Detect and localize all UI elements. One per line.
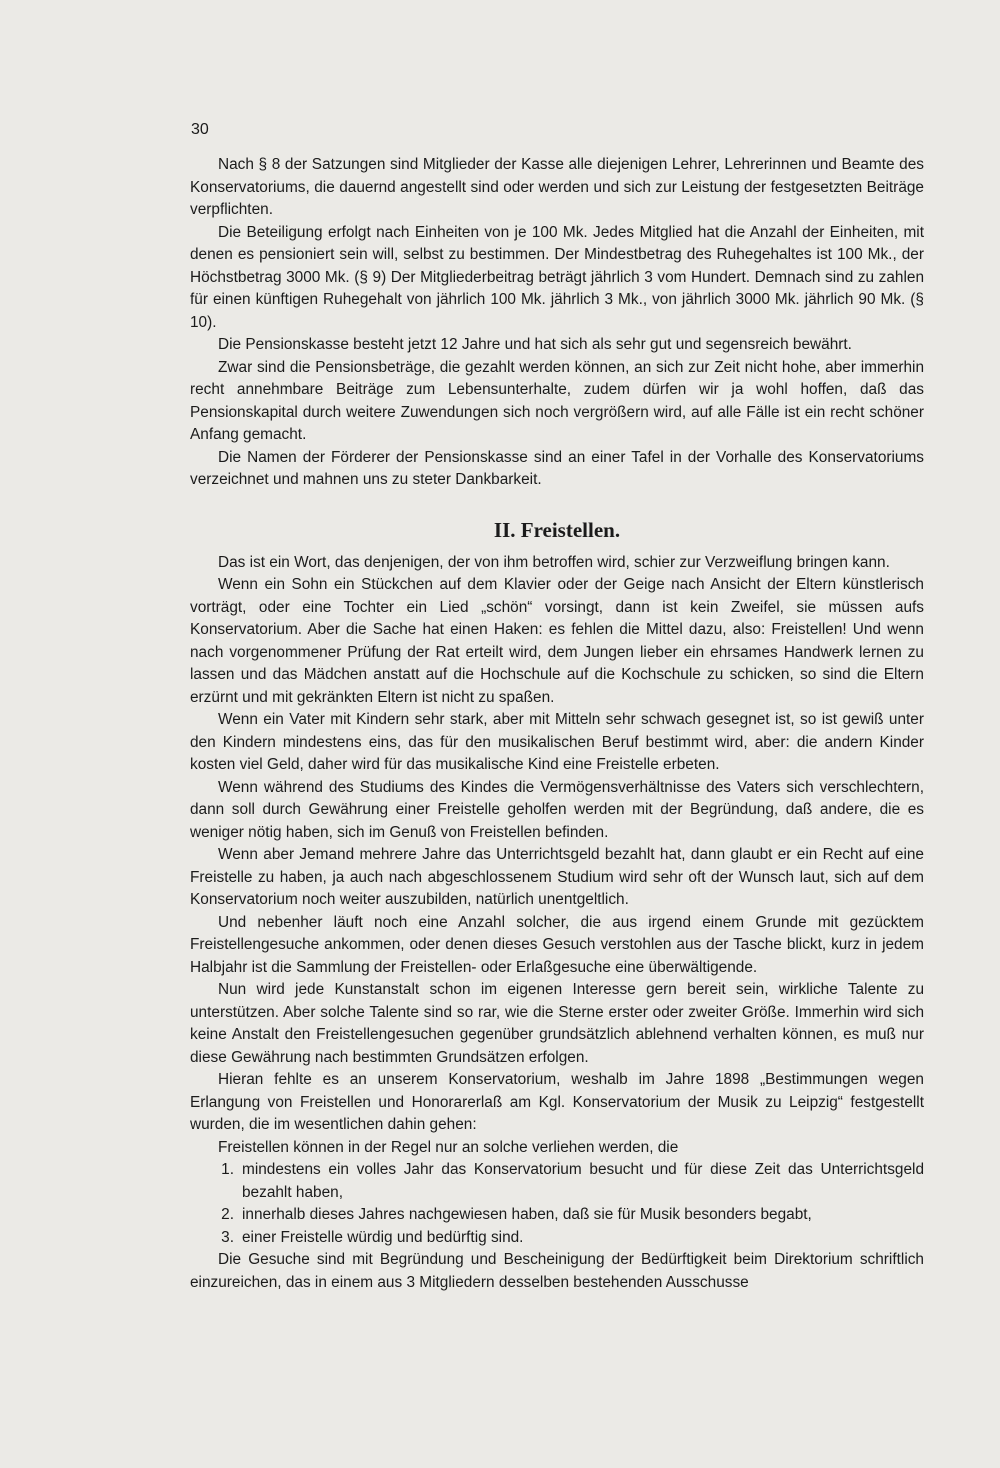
section-title: II. Freistellen.	[493, 517, 621, 542]
list-item-number: 1.	[221, 1161, 234, 1178]
list-item-number: 2.	[221, 1206, 234, 1223]
paragraph-conditions-intro: Freistellen können in der Regel nur an solche verliehen werden, die	[218, 1138, 679, 1156]
paragraph-application-procedure: Die Gesuche sind mit Begründung und Bescheinigung der Bedürftigkeit beim Direktorium schriftlich einzureichen, das in einem aus 3 Mitgliedern desselben bestehenden Ausschusse	[190, 1251, 924, 1291]
paragraph-contributions: Die Beteiligung erfolgt nach Einheiten von je 100 Mk. Jedes Mitglied hat die Anzahl der Einheiten, mit denen es pensioniert sein will, selbst zu bestimmen. Der Mindestbetrag des Ruhegehaltes ist 100 Mk., der Höchstbetrag 3000 Mk. (§ 9) Der Mitgliederbeitrag beträgt jährlich 3 vom Hundert. Demnach sind zu zahlen für einen künftigen Ruhegehalt von jährlich 100 Mk. jährlich 3 Mk., von jährlich 3000 Mk. jährlich 90 Mk. (§ 10).	[190, 223, 924, 331]
paragraph-real-talents: Nun wird jede Kunstanstalt schon im eigenen Interesse gern bereit sein, wirkliche Talente zu unterstützen. Aber solche Talente sind so rar, wie die Sterne erster oder zweiter Größe. Immerhin wird sich keine Anstalt den Freistellengesuchen gegenüber grundsätzlich ablehnend verhalten können, es muß nur diese Gewährung nach bestimmten Grundsätzen erfolgen.	[190, 981, 924, 1066]
paragraph-benefactors: Die Namen der Förderer der Pensionskasse sind an einer Tafel in der Vorhalle des Konservatoriums verzeichnet und mahnen uns zu steter Dankbarkeit.	[190, 448, 924, 488]
paragraph-freistellen-intro: Das ist ein Wort, das denjenigen, der von ihm betroffen wird, schier zur Verzweiflung bringen kann.	[218, 553, 890, 571]
list-item-text: mindestens ein volles Jahr das Konservatorium besucht und für diese Zeit das Unterrichtsgeld bezahlt haben,	[242, 1161, 924, 1201]
paragraph-financial-decline: Wenn während des Studiums des Kindes die Vermögensverhältnisse des Vaters sich verschlechtern, dann soll durch Gewährung einer Freistelle geholfen werden mit der Begründung, daß andere, die es weniger nötig haben, sich im Genuß von Freistellen befinden.	[190, 778, 924, 841]
paragraph-regulations-1898: Hieran fehlte es an unserem Konservatorium, weshalb im Jahre 1898 „Bestimmungen wegen Erlangung von Freistellen und Honorarerlaß am Kgl. Konservatorium der Musik zu Leipzig“ festgestellt wurden, die im wesentlichen dahin gehen:	[190, 1071, 924, 1133]
list-item-number: 3.	[221, 1228, 234, 1246]
list-item	[190, 1227, 924, 1250]
list-item-text: einer Freistelle würdig und bedürftig sind.	[242, 1228, 524, 1246]
paragraph-father-children: Wenn ein Vater mit Kindern sehr stark, aber mit Mitteln sehr schwach gesegnet ist, so ist gewiß unter den Kindern mindestens eins, das für den musikalischen Beruf bestimmt wird, aber: die andern Kinder kosten viel Geld, daher wird für das musikalische Kind eine Freistelle erbeten.	[190, 711, 924, 773]
list-item	[190, 1159, 924, 1204]
list-item	[190, 1204, 924, 1227]
paragraph-membership: Nach § 8 der Satzungen sind Mitglieder der Kasse alle diejenigen Lehrer, Lehrerinnen und Beamte des Konservatoriums, die dauernd angestellt sind oder werden und sich zur Leistung der festgesetzten Beiträge verpflichten.	[190, 156, 924, 218]
paragraph-son-daughter: Wenn ein Sohn ein Stückchen auf dem Klavier oder der Geige nach Ansicht der Eltern künstlerisch vorträgt, oder eine Tochter ein Lied „schön“ vorsingt, dann ist kein Zweifel, sie müssen aufs Konservatorium. Aber die Sache hat einen Haken: es fehlen die Mittel dazu, also: Freistellen! Und wenn nach vorgenommener Prüfung der Rat erteilt wird, dem Jungen lieber ein ehrsames Handwerk lernen zu lassen und das Mädchen anstatt auf die Hochschule auf die Kochschule zu schicken, so sind die Eltern erzürnt und mit gekränkten Eltern ist nicht zu spaßen.	[190, 576, 924, 706]
paragraph-other-requests: Und nebenher läuft noch eine Anzahl solcher, die aus irgend einem Grunde mit gezücktem Freistellengesuche ankommen, oder denen dieses Gesuch verstohlen aus der Tasche blickt, kurz in jedem Halbjahr ist die Sammlung der Freistellen- oder Erlaßgesuche eine überwältigende.	[190, 913, 924, 976]
list-item-text: innerhalb dieses Jahres nachgewiesen haben, daß sie für Musik besonders begabt,	[242, 1206, 812, 1223]
paragraph-pension-fund-age: Die Pensionskasse besteht jetzt 12 Jahre und hat sich als sehr gut und segensreich bewährt.	[218, 336, 852, 353]
conditions-list	[190, 1159, 924, 1249]
page-number: 30	[191, 121, 209, 138]
paragraph-paid-tuition: Wenn aber Jemand mehrere Jahre das Unterrichtsgeld bezahlt hat, dann glaubt er ein Recht auf eine Freistelle zu haben, ja auch nach abgeschlossenem Studium wird sehr oft der Wunsch laut, sich auf dem Konservatorium noch weiter auszubilden, natürlich unentgeltlich.	[190, 846, 924, 908]
page-body	[190, 154, 924, 1294]
paragraph-pension-amounts: Zwar sind die Pensionsbeträge, die gezahlt werden können, an sich zur Zeit nicht hohe, aber immerhin recht annehmbare Beiträge zum Lebensunterhalte, zudem dürfen wir ja wohl hoffen, daß das Pensionskapital durch weitere Zuwendungen sich noch vergrößern wird, auf alle Fälle ist ein recht schöner Anfang gemacht.	[190, 358, 924, 443]
